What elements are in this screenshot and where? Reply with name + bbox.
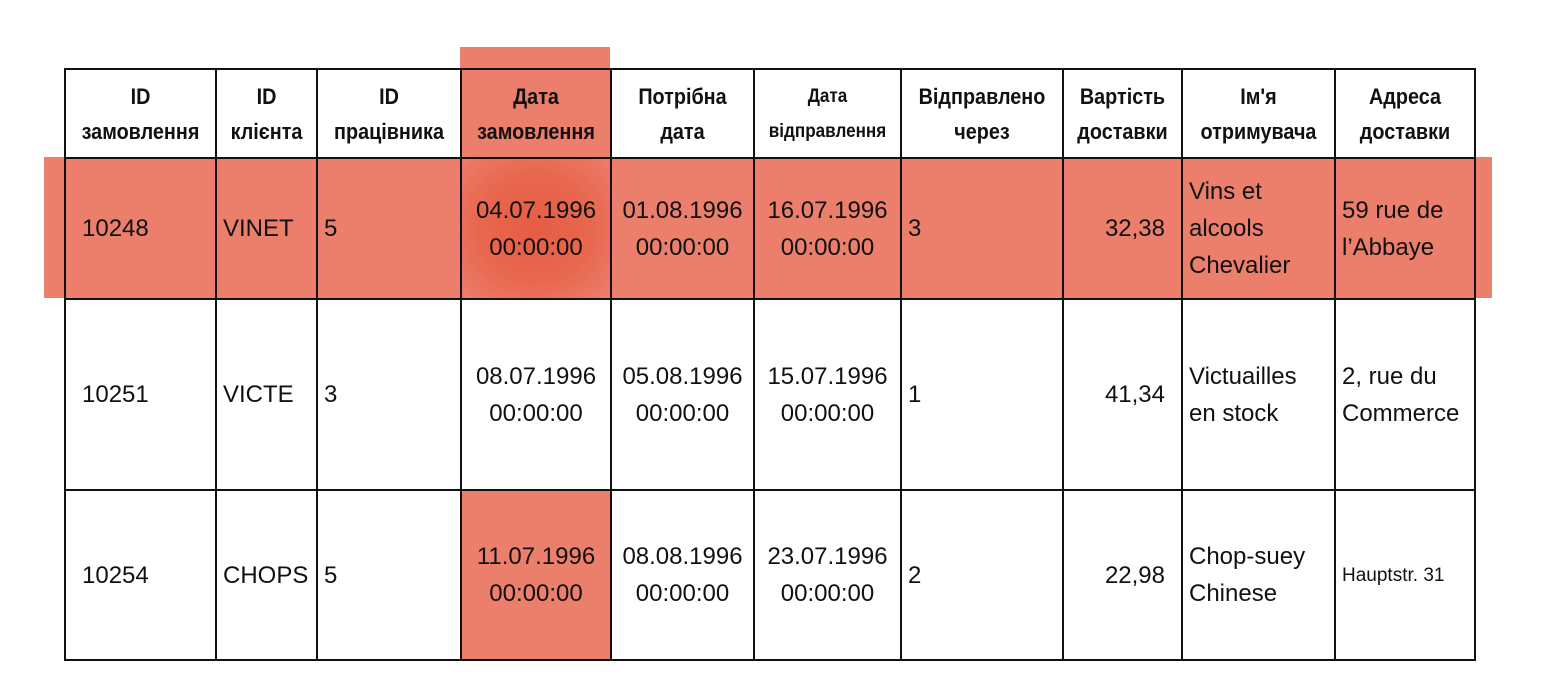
cell-ship-address: 59 rue de l’Abbaye — [1335, 158, 1475, 299]
cell-freight: 41,34 — [1063, 299, 1182, 490]
header-shipped-date[interactable]: Дата відправлення — [761, 69, 893, 158]
header-ship-via[interactable]: Відправлено через — [909, 69, 1055, 158]
cell-customer-id: CHOPS — [216, 490, 317, 660]
cell-employee-id: 5 — [317, 490, 461, 660]
header-ship-address[interactable]: Адреса доставки — [1342, 69, 1468, 158]
cell-ship-name: Vins et alcools Chevalier — [1182, 158, 1335, 299]
cell-employee-id: 5 — [317, 158, 461, 299]
header-order-date[interactable]: Дата замовлення — [469, 69, 604, 158]
cell-ship-name: Chop-suey Chinese — [1182, 490, 1335, 660]
cell-order-id: 10248 — [65, 158, 216, 299]
cell-shipped-date: 16.07.1996 00:00:00 — [754, 158, 901, 299]
cell-order-id: 10251 — [65, 299, 216, 490]
orders-table — [64, 68, 1476, 661]
cell-required-date: 08.08.1996 00:00:00 — [611, 490, 754, 660]
table-row[interactable] — [65, 490, 1475, 660]
cell-order-date: 11.07.1996 00:00:00 — [461, 490, 611, 660]
cell-required-date: 01.08.1996 00:00:00 — [611, 158, 754, 299]
header-row — [65, 69, 1475, 158]
cell-required-date: 05.08.1996 00:00:00 — [611, 299, 754, 490]
header-ship-name[interactable]: Ім'я отримувача — [1190, 69, 1328, 158]
table-row[interactable] — [65, 158, 1475, 299]
cell-shipped-date: 15.07.1996 00:00:00 — [754, 299, 901, 490]
cell-employee-id: 3 — [317, 299, 461, 490]
cell-ship-address: 2, rue du Commerce — [1335, 299, 1475, 490]
cell-order-date: 04.07.1996 00:00:00 — [461, 158, 611, 299]
cell-ship-via: 2 — [901, 490, 1063, 660]
header-required-date[interactable]: Потрібна дата — [618, 69, 747, 158]
table-row[interactable] — [65, 299, 1475, 490]
cell-ship-via: 3 — [901, 158, 1063, 299]
cell-customer-id: VINET — [216, 158, 317, 299]
cell-order-id: 10254 — [65, 490, 216, 660]
cell-order-date: 08.07.1996 00:00:00 — [461, 299, 611, 490]
cell-ship-name: Victuailles en stock — [1182, 299, 1335, 490]
cell-ship-address: Hauptstr. 31 — [1335, 490, 1475, 660]
cell-shipped-date: 23.07.1996 00:00:00 — [754, 490, 901, 660]
cell-customer-id: VICTE — [216, 299, 317, 490]
header-employee-id[interactable]: ID працівника — [324, 69, 454, 158]
cell-freight: 22,98 — [1063, 490, 1182, 660]
header-freight[interactable]: Вартість доставки — [1069, 69, 1176, 158]
header-customer-id[interactable]: ID клієнта — [221, 69, 312, 158]
cell-ship-via: 1 — [901, 299, 1063, 490]
cell-freight: 32,38 — [1063, 158, 1182, 299]
header-order-id[interactable]: ID замовлення — [73, 69, 209, 158]
